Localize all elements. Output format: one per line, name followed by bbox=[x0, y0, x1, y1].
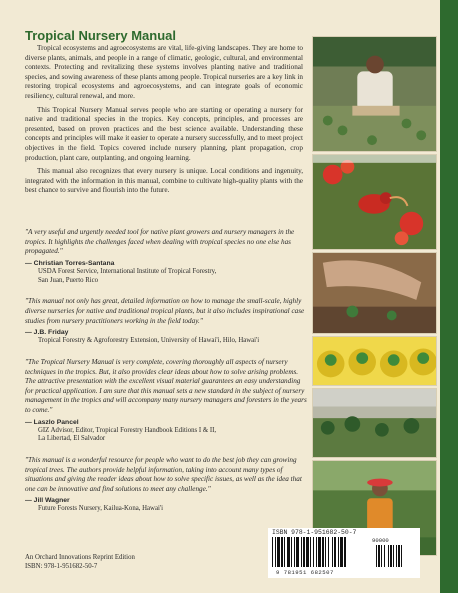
potted-seedlings-photo bbox=[312, 336, 437, 386]
red-bird-flowers-photo bbox=[312, 154, 437, 250]
nursery-shade-photo bbox=[312, 388, 437, 458]
spine-strip bbox=[440, 0, 458, 593]
quote-affiliation: La Libertad, El Salvador bbox=[38, 435, 106, 443]
page-title: Tropical Nursery Manual bbox=[25, 28, 176, 43]
quote-affiliation: Tropical Forestry & Agroforestry Extension, University of Hawai'i, Hilo, Hawai'i bbox=[38, 337, 260, 345]
intro-paragraph: This Tropical Nursery Manual serves people who are starting or operating a nursery for native and traditional species in the tropics. Key concepts, principles, and processes are presented, based on proven practices and the best science available. Understanding these concepts and principles will make it easier to operate a nursery successfully, and to meet project objectives in the field. Topics covered include nursery planning, plant propagation, crop production, plant care, outplanting, and ongoing learning. bbox=[25, 105, 303, 162]
intro-text bbox=[25, 44, 303, 200]
quote-affiliation: Future Forests Nursery, Kailua-Kona, Hawai'i bbox=[38, 505, 163, 513]
edition-line: An Orchard Innovations Reprint Edition bbox=[25, 554, 135, 561]
quote-text: "A very useful and urgently needed tool for native plant growers and nursery managers in the tropics. It highlights the challenges faced when dealing with tropical species no one else has propagated." bbox=[25, 228, 295, 256]
boy-seedlings-photo bbox=[312, 36, 437, 152]
isbn-barcode bbox=[268, 528, 420, 578]
quote-author: — J.B. Friday bbox=[25, 329, 69, 337]
barcode-addon: 90000 bbox=[372, 537, 389, 544]
barcode-digits: 9 781951 682507 bbox=[276, 569, 334, 576]
barcode-isbn-text: ISBN 978-1-951682-50-7 bbox=[272, 529, 357, 536]
isbn-line: ISBN: 978-1-951682-50-7 bbox=[25, 562, 98, 570]
testimonial bbox=[25, 456, 308, 514]
hand-soil-photo bbox=[312, 252, 437, 334]
intro-paragraph: This manual also recognizes that every nursery is unique. Local conditions and ingenuity, integrated with the information in this manual, combine to cultivate high-quality plants with the best chance to survive and flourish into the future. bbox=[25, 167, 303, 195]
quote-text: "The Tropical Nursery Manual is very complete, covering thoroughly all aspects of nursery techniques in the tropics. But, it also provides clear ideas about how to solve arising problems. The attractive presentation with the excellent visual material guarantees an easy understanding for practical application. I am sure that this manual sets a new standard in the subject of nursery management in the tropics and will accompany many nursery managers and foresters in the years to come." bbox=[25, 357, 307, 414]
testimonials bbox=[25, 228, 308, 526]
testimonial bbox=[25, 297, 308, 346]
edition-info bbox=[25, 554, 135, 572]
testimonial bbox=[25, 228, 308, 285]
quote-affiliation: GIZ Advisor, Editor, Tropical Forestry Handbook Editions I & II, bbox=[38, 426, 217, 434]
quote-text: "This manual is a wonderful resource for people who want to do the best job they can growing tropical trees. The authors provide helpful information, taking into account many types of situations and giving the reader ideas about how to solve specific issues, as well as the idea that one can be innovative and find solutions to meet any challenge." bbox=[25, 456, 302, 493]
quote-affiliation: San Juan, Puerto Rico bbox=[38, 276, 99, 284]
barcode-bars bbox=[272, 537, 418, 569]
quote-author: — Christian Torres-Santana bbox=[25, 259, 115, 267]
testimonial bbox=[25, 358, 308, 444]
quote-author: — Jill Wagner bbox=[25, 497, 70, 505]
quote-author: — Laszlo Pancel bbox=[25, 418, 79, 426]
quote-affiliation: USDA Forest Service, International Institute of Tropical Forestry, bbox=[38, 267, 217, 275]
intro-paragraph: Tropical ecosystems and agroecosystems are vital, life-giving landscapes. They are home to diverse plants, animals, and people in a range of climatic, geologic, cultural, and environmental contexts. Protecting and revitalizing these systems involves planting native and traditional species, and sowing awareness of these plants among people. Tropical nurseries are a key link in restoring tropical ecosystems and agroecosystems, and can integrate goals of economic resiliency, cultural renewal, and more. bbox=[25, 44, 303, 100]
quote-text: "This manual not only has great, detailed information on how to manage the small-scale, highly diverse nurseries for native and traditional tropical plants, but it also includes inspirational case studies from nursery practitioners working in the field today." bbox=[25, 297, 305, 325]
